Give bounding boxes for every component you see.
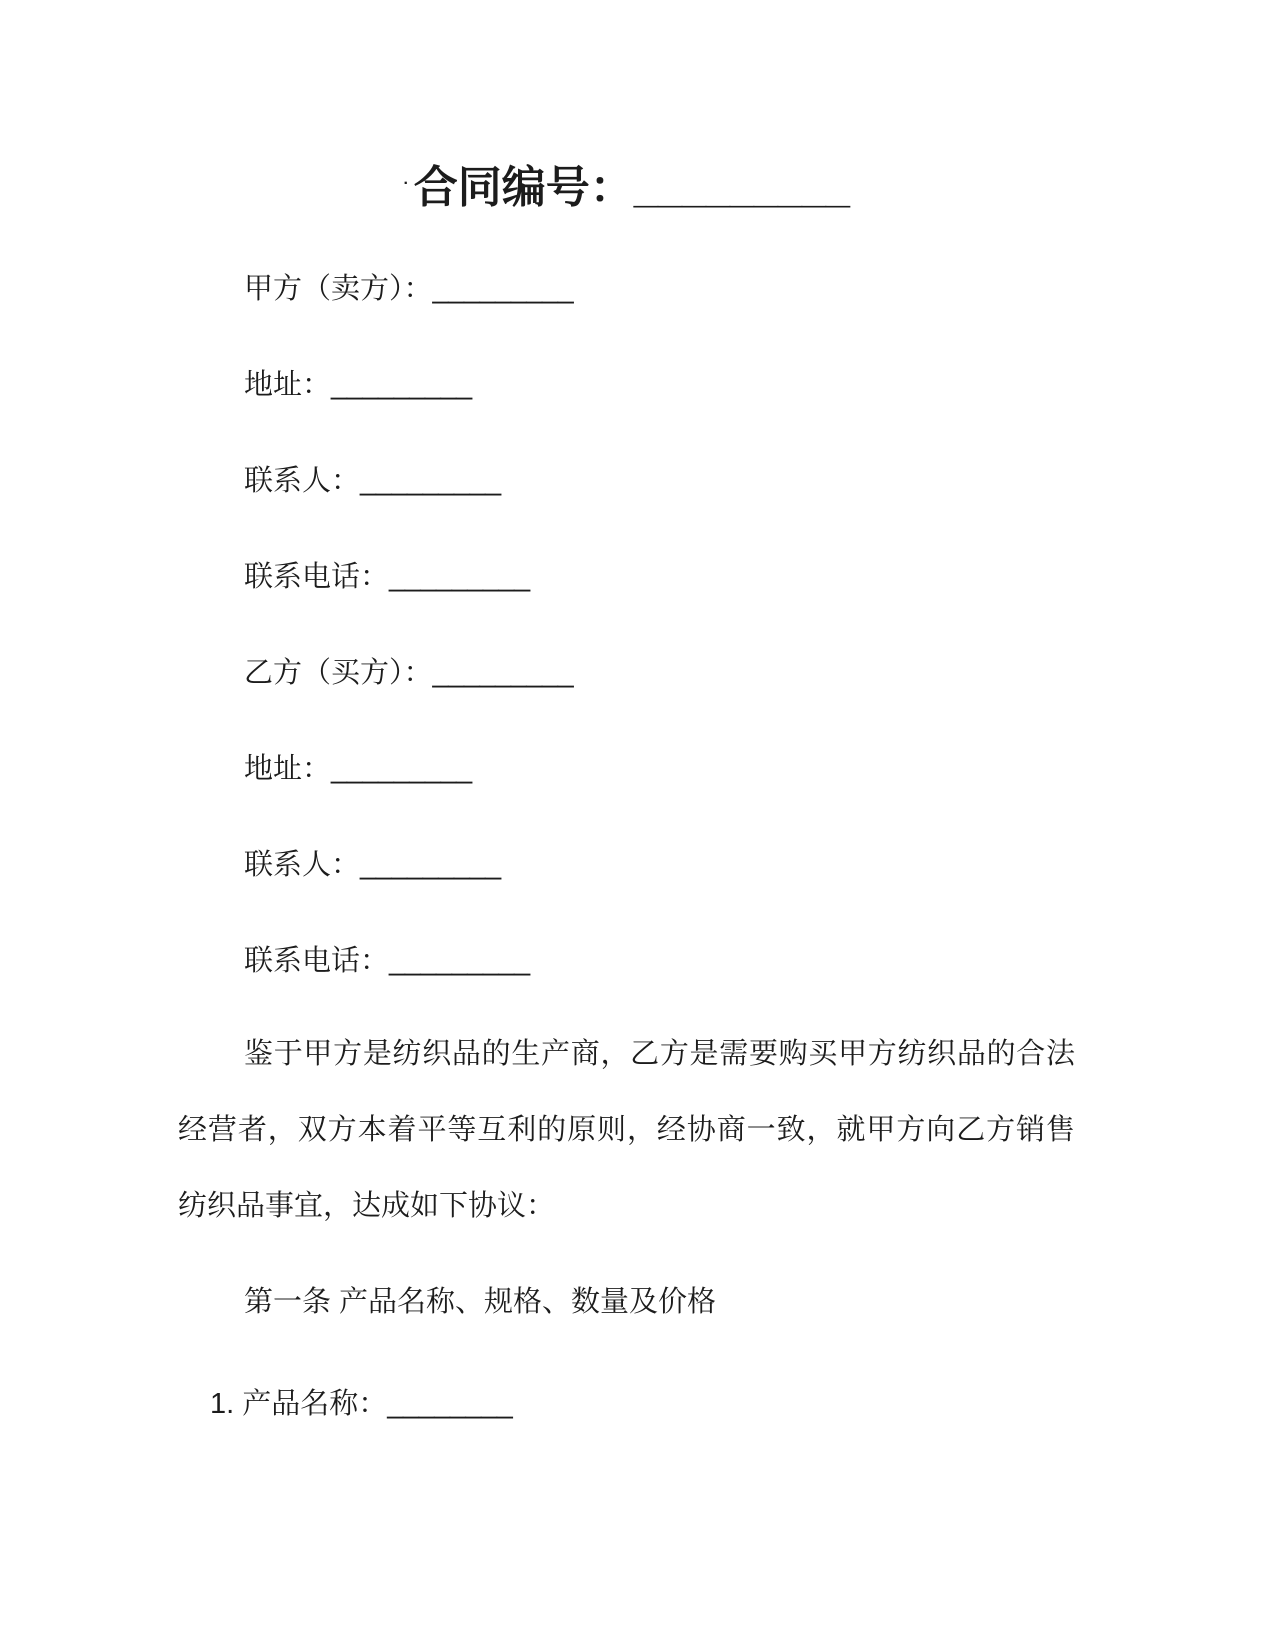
field-party-b-blank: _________ xyxy=(432,657,574,689)
field-party-b-address-blank: _________ xyxy=(331,753,472,785)
field-party-a-address-label: 地址： xyxy=(244,369,332,401)
contract-number-label: 合同编号： xyxy=(413,163,634,212)
field-party-a-contact-blank: _________ xyxy=(360,465,501,497)
field-party-b-phone-label: 联系电话： xyxy=(244,945,390,977)
field-party-a-contact xyxy=(178,433,1075,529)
section-one-heading: 第一条 产品名称、规格、数量及价格 xyxy=(244,1286,717,1318)
field-party-a-address xyxy=(178,337,1075,433)
field-party-b xyxy=(178,625,1075,721)
field-party-b-contact-blank: _________ xyxy=(360,849,501,881)
field-party-b-address-label: 地址： xyxy=(244,753,332,785)
contract-number-blank: _________ xyxy=(633,163,850,212)
field-party-a-phone xyxy=(178,529,1075,625)
field-party-a-address-blank: _________ xyxy=(331,369,472,401)
field-party-a-label: 甲方（卖方）： xyxy=(244,273,433,305)
field-party-a xyxy=(178,241,1075,337)
contract-number-title xyxy=(178,153,1075,219)
field-party-b-phone-blank: _________ xyxy=(389,945,530,977)
field-party-b-contact xyxy=(178,817,1075,913)
field-party-a-contact-label: 联系人： xyxy=(244,465,361,497)
field-party-b-label: 乙方（买方）： xyxy=(244,657,433,689)
item-product-name xyxy=(178,1366,1075,1442)
field-party-a-phone-blank: _________ xyxy=(389,561,530,593)
field-party-b-phone xyxy=(178,913,1075,1009)
field-party-a-blank: _________ xyxy=(432,273,574,305)
field-party-a-phone-label: 联系电话： xyxy=(244,561,390,593)
party-info-fields xyxy=(178,241,1075,1009)
item-product-name-blank: ________ xyxy=(387,1388,513,1420)
field-party-b-address xyxy=(178,721,1075,817)
item-product-name-label: 1. 产品名称： xyxy=(210,1388,388,1420)
field-party-b-contact-label: 联系人： xyxy=(244,849,361,881)
preamble-paragraph: 鉴于甲方是纺织品的生产商，乙方是需要购买甲方纺织品的合法经营者，双方本着平等互利的原则，经协商一致，就甲方向乙方销售纺织品事宜，达成如下协议： xyxy=(178,1038,1075,1222)
title-bullet-dot: · xyxy=(403,175,409,192)
